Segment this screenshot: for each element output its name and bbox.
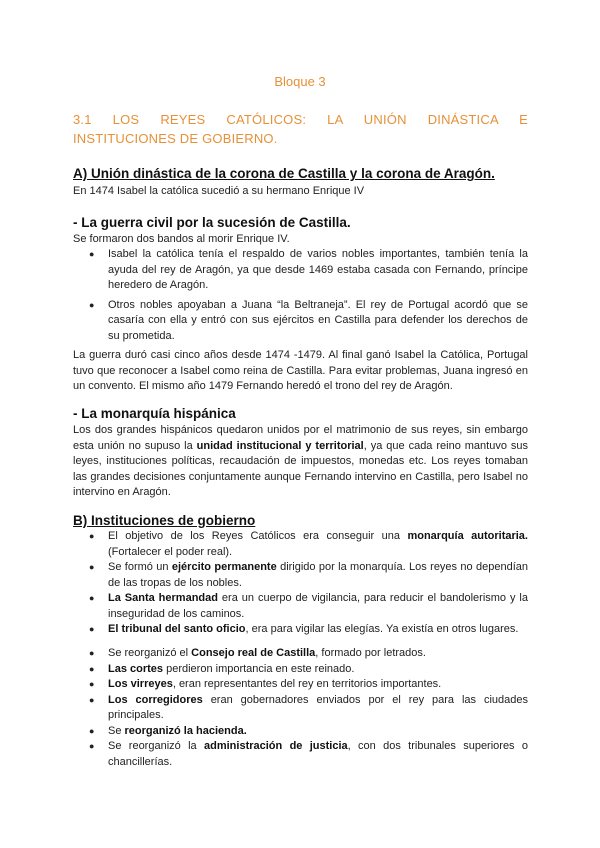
heading-b: B) Instituciones de gobierno <box>73 513 256 528</box>
list-item: ● Las cortes perdieron importancia en este reinado. <box>73 662 528 678</box>
institutions-list-2 <box>73 646 528 770</box>
list-item: ● Los corregidores eran gobernadores enviados por el rey para las ciudades principales. <box>73 693 528 724</box>
monarquia-paragraph: Los dos grandes hispánicos quedaron unidos por el matrimonio de sus reyes, sin embargo esta unión no supuso la unidad institucional y territorial, ya que cada reino mantuvo sus leyes, instituciones políticas, recaudación de impuestos, monedas etc. Los reyes tomaban las grandes decisiones conjuntamente aunque Fernando intervino en Castilla, pero Isabel no intervino en Aragón. <box>73 424 529 498</box>
list-item: ● El objetivo de los Reyes Católicos era conseguir una monarquía autoritaria. (Fortalecer el poder real). <box>73 529 528 560</box>
civil-intro: Se formaron dos bandos al morir Enrique IV. <box>73 233 290 245</box>
list-item: ● Se reorganizó la hacienda. <box>73 724 528 740</box>
heading-a: A) Unión dinástica de la corona de Castilla y la corona de Aragón. <box>73 166 495 181</box>
block-title: Bloque 3 <box>274 74 326 89</box>
list-item: ● El tribunal del santo oficio, era para vigilar las elegías. Ya existía en otros lugares. <box>73 622 528 638</box>
section-title <box>73 110 528 148</box>
list-item: ● Otros nobles apoyaban a Juana “la Beltraneja”. El rey de Portugal acordó que se casaría con ella y entró con sus ejércitos en Castilla para defender los derechos de su prometida. <box>73 298 528 345</box>
civil-bullets <box>73 247 528 344</box>
civil-outcome: La guerra duró casi cinco años desde 1474 -1479. Al final ganó Isabel la Católica, Portugal tuvo que reconocer a Isabel como reina de Castilla. Para evitar problemas, Juana ingresó en un convento. El mismo año 1479 Fernando heredó el trono del rey de Aragón. <box>73 349 528 392</box>
heading-monarquia: - La monarquía hispánica <box>73 406 236 421</box>
list-item: ● Los virreyes, eran representantes del rey en territorios importantes. <box>73 677 528 693</box>
section-title-line2: INSTITUCIONES DE GOBIERNO. <box>73 131 278 146</box>
list-item: ● La Santa hermandad era un cuerpo de vigilancia, para reducir el bandolerismo y la inseguridad de los caminos. <box>73 591 528 622</box>
list-item: ● Se reorganizó el Consejo real de Castilla, formado por letrados. <box>73 646 528 662</box>
list-item: ● Se formó un ejército permanente dirigido por la monarquía. Los reyes no dependían de las tropas de los nobles. <box>73 560 528 591</box>
intro-a: En 1474 Isabel la católica sucedió a su hermano Enrique IV <box>73 185 365 197</box>
list-item: ● Se reorganizó la administración de justicia, con dos tribunales superiores o chancillerías. <box>73 739 528 770</box>
section-title-line1: 3.1 LOS REYES CATÓLICOS: LA UNIÓN DINÁSTICA E <box>73 112 528 127</box>
heading-civil-war: - La guerra civil por la sucesión de Castilla. <box>73 215 351 230</box>
institutions-list-1 <box>73 529 528 638</box>
monarquia-bold: unidad institucional y territorial <box>196 439 364 452</box>
list-item: ● Isabel la católica tenía el respaldo de varios nobles importantes, también tenía la ayuda del rey de Aragón, ya que desde 1469 estaba casada con Fernando, príncipe heredero de Aragón. <box>73 247 528 294</box>
